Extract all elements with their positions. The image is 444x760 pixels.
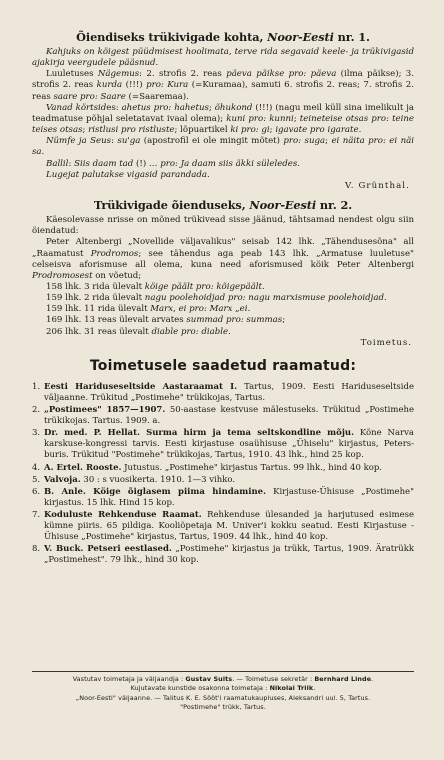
italic-segment: ristlusi pro ristluste [88,125,175,136]
text-segment: . [358,125,362,136]
italic-segment: Siis daam tad [74,158,134,169]
book-entry [32,510,414,543]
footer-secretary-name: Bernhard Linde [314,675,372,683]
section-2-title-prefix: Trükivigade õienduseks, [93,198,250,213]
italic-segment: Nümfe ja Seus [46,136,112,147]
text-segment: . [297,158,301,169]
text-segment: (ilma päikse); 3. strofis 2. reas [32,69,415,91]
section-2-fixes [32,282,414,338]
text-segment: ; [325,136,332,147]
text-segment: ; [269,125,276,136]
italic-segment: Marx, ei pro: Marx „ei [150,304,248,315]
books-list [32,382,414,567]
book-number: 8. [32,544,41,555]
section-2-altenberg-note [32,237,414,282]
book-entry [32,487,414,509]
footer-line-publisher: „Noor-Eesti" väljaanne. — Talitus K. E. Sööt'i raamatukaupluses, Aleksandri uul. 5, Tartus. [75,693,371,702]
altenberg-text-a: Peter Altenbergi „Novellide väljavalikus" seisab 142 lhk. „Tähendusesõna" all „Raamatust [32,237,414,259]
book-title: B. Anle. Köige õiglasem piima hindamine. [44,486,267,497]
footer-line-editors [32,675,414,684]
italic-segment: saare pro: Saare [53,91,126,102]
imprint-footer [32,671,414,712]
book-details: 50-aastase kestvuse mälestuseks. Trükitud „Postimehe trükikojas. Tartus. 1909. a. [44,405,414,427]
section-2-heading [32,198,414,212]
book-entry [32,544,414,566]
italic-segment: pro: Ja daam siis äkki süleledes [160,158,298,169]
book-entry [32,405,414,427]
correction-paragraph [32,69,414,102]
book-details: Kirjastuse-Ühisuse „Postimehe" kirjastus. 15 lhk. Hind 15 kop. [44,486,414,508]
italic-segment: Ballil [46,158,69,169]
italic-segment: õhukond [214,102,253,113]
text-segment: (=Kuramaa), samuti 6. strofis 2. reas; 7. strofis 2. reas [32,80,414,102]
italic-segment: ei näita pro: ei näi sa [32,136,414,158]
text-segment: : 2. strofis 2. reas [139,69,227,80]
erratum-line [32,293,414,304]
erratum-line [32,315,414,326]
text-segment: . [41,147,45,158]
text-segment: ; [82,125,89,136]
book-number: 2. [32,405,41,416]
text-segment: ; [293,113,300,124]
section-2-title-journal: Noor-Eesti [249,198,317,213]
italic-segment: päeva päikse pro: päeva [226,69,337,80]
section-2-intro: Käesolevasse nrisse on mõned trükivead sisse jäänud, tähtsamad nendest olgu siin öiendatud: [32,215,414,237]
footer-line1-end: . [371,675,374,683]
correction-paragraph [32,103,414,136]
italic-segment: diable pro: diable [151,326,229,337]
altenberg-text-e: on võetud; [92,270,142,281]
book-details: 30 : s vuosikerta. 1910. 1—3 vihko. [80,474,236,485]
text-segment: ; [208,102,215,113]
italic-segment: teineteise otsas pro: teine teises otsas [32,113,414,136]
italic-segment: summad pro: summas [186,315,283,326]
book-details: Kõne Narva karskuse-kongressi tarvis. Eesti kirjastuse osaühisuse „Ühiselu" kirjastus, Petersburis. Trükitud "Postimehe" trükikojas, Tartus, 1910. 43 lhk., hind 25 kop. [44,428,414,461]
text-segment: (!) … [133,158,161,169]
book-entry [32,463,414,474]
italic-segment: Lugejat palutakse vigasid parandada. [46,169,210,180]
footer-editor-name: Gustav Suits [185,675,233,683]
section-1-heading [32,30,414,44]
book-entry [32,475,414,486]
text-segment: . [228,326,231,337]
italic-segment: Nägemus [97,69,140,80]
italic-segment: Kahjuks on köigest püüdmisest hoolimata, terve rida segavaid keele- ja trükivigasid ajakirja veergudele pääsnud. [32,47,414,69]
text-segment: 158 lhk. 3 rida ülevalt [46,281,145,292]
text-segment: : [111,136,118,147]
italic-segment: ki pro: gi [230,125,270,136]
section-2-signature: Toimetus. [360,337,412,348]
text-segment: ; [282,315,286,326]
italic-segment: köige päält pro: kõigepäält [144,281,263,292]
altenberg-text-b: Prodromos [90,248,139,259]
book-number: 1. [32,381,41,392]
italic-segment: nagu poolehoidjad pro: nagu marxismuse poolehoidjad [144,293,384,304]
text-segment: (!!!) [122,80,147,91]
section-1-title-prefix: Õiendiseks trükivigade kohta, [76,30,268,44]
text-segment: 159 lhk. 11 rida ülevalt [46,304,151,315]
text-segment: (apostrofil ei ole mingit mõtet) [140,136,284,147]
text-segment: : [68,158,75,169]
footer-art-label: Kujutavate kunstide osakonna toimetaja : [130,684,270,693]
footer-line-art-editor [32,684,414,693]
italic-segment: kurda [96,80,123,91]
footer-line-printer: "Postimehe" trükk, Tartus. [180,702,266,711]
erratum-line [32,327,414,338]
book-title: Valvoja. [44,474,81,485]
book-title: Dr. med. P. Hellat. Surma hirm ja tema seltskondline mõju. [44,428,355,439]
italic-segment: su'ga [117,136,141,147]
section-1-title-suffix: nr. 1. [333,30,370,44]
book-title: Eesti Hariduseseltside Aastaraamat I. [44,381,238,392]
italic-segment: pro: suga [283,136,326,147]
book-entry [32,382,414,404]
footer-rule [32,671,414,672]
erratum-line [32,304,414,315]
section-1-signature: V. Grünthal. [344,180,410,191]
correction-paragraph [32,47,414,69]
text-segment: es: [106,102,122,113]
book-title: Koduluste Rehkenduse Raamat. [44,509,202,520]
book-number: 7. [32,509,41,520]
altenberg-text-c: ; see tähendus aga peab 143 lhk. „Armatuse luuletuse" celseisva aforismuse all olema, kuna need aforismused köik Peter Altenbergi [32,248,414,270]
book-details: Jutustus. „Postimehe" kirjastus Tartus. 99 lhk., hind 40 kop. [121,462,382,473]
correction-paragraph [32,170,414,181]
book-details: Tartus, 1909. Eesti Hariduseseltside väljaanne. Trükitud „Postimehe" trükikojas, Tartus. [44,381,414,403]
book-title: V. Buck. Petseri eestlased. [44,544,172,555]
footer-line2-end: . [313,684,316,693]
text-segment: . [383,293,387,304]
book-number: 3. [32,428,41,439]
book-number: 5. [32,474,41,485]
text-segment: ; lõpuartikel [174,125,231,136]
erratum-line [32,282,414,293]
text-segment: 206 lhk. 31 reas ülevalt [46,326,152,337]
footer-secretary-label: . — Toimetuse sekretär : [232,675,315,683]
text-segment: 159 lhk. 2 rida ülevalt [46,293,145,304]
footer-editor-label: Vastutav toimetaja ja väljaandja : [72,675,186,683]
page-content [32,30,414,567]
correction-paragraph [32,159,414,170]
books-heading: Toimetusele saadetud raamatud: [89,357,357,374]
section-2-title-suffix: nr. 2. [316,198,353,213]
book-number: 6. [32,486,41,497]
book-title: A. Ertel. Rooste. [44,462,122,473]
italic-segment: pro: Kura [146,80,189,91]
text-segment: Luuletuses [46,69,98,80]
section-1-body [32,47,414,181]
section-1-title-journal: Noor-Eesti [267,30,334,44]
book-entry [32,428,414,461]
text-segment: (!!!) (nagu meil küll sina imelikult ja teadmatuse põhjal seletatavat ivaal olema); [32,102,414,124]
book-details: Rehkenduse ülesanded ja harjutused esimese kümne piiris. 65 pildiga. Kooliõpetaja M. Univer'i kokku seatud. Eesti Kirjastuse - Ühisuse „Postimehe" kirjastus, Tartus, 1909. 44 lhk., hind 40 kop. [44,509,414,543]
italic-segment: igavate pro igarate [275,125,359,136]
footer-art-name: Nikolai Triik [269,684,314,693]
altenberg-text-d: Prodromosest [32,270,93,281]
book-title: „Postimees" 1857—1907. [44,405,166,416]
italic-segment: kuni pro: kunni [226,113,294,124]
text-segment: 169 lhk. 13 reas ülevalt arvates [46,315,187,326]
text-segment: . [262,281,265,292]
book-number: 4. [32,462,41,473]
text-segment: . [247,304,251,315]
italic-segment: ahetus pro: hahetus [121,102,209,113]
text-segment: (=Saaremaa). [125,91,189,102]
correction-paragraph [32,136,414,158]
italic-segment: Vanad körtsid [46,102,107,113]
book-details: „Postimehe" kirjastus ja trükk, Tartus, 1909. Äratrükk „Postimehest". 79 lhk., hind 30 kop. [44,544,415,566]
